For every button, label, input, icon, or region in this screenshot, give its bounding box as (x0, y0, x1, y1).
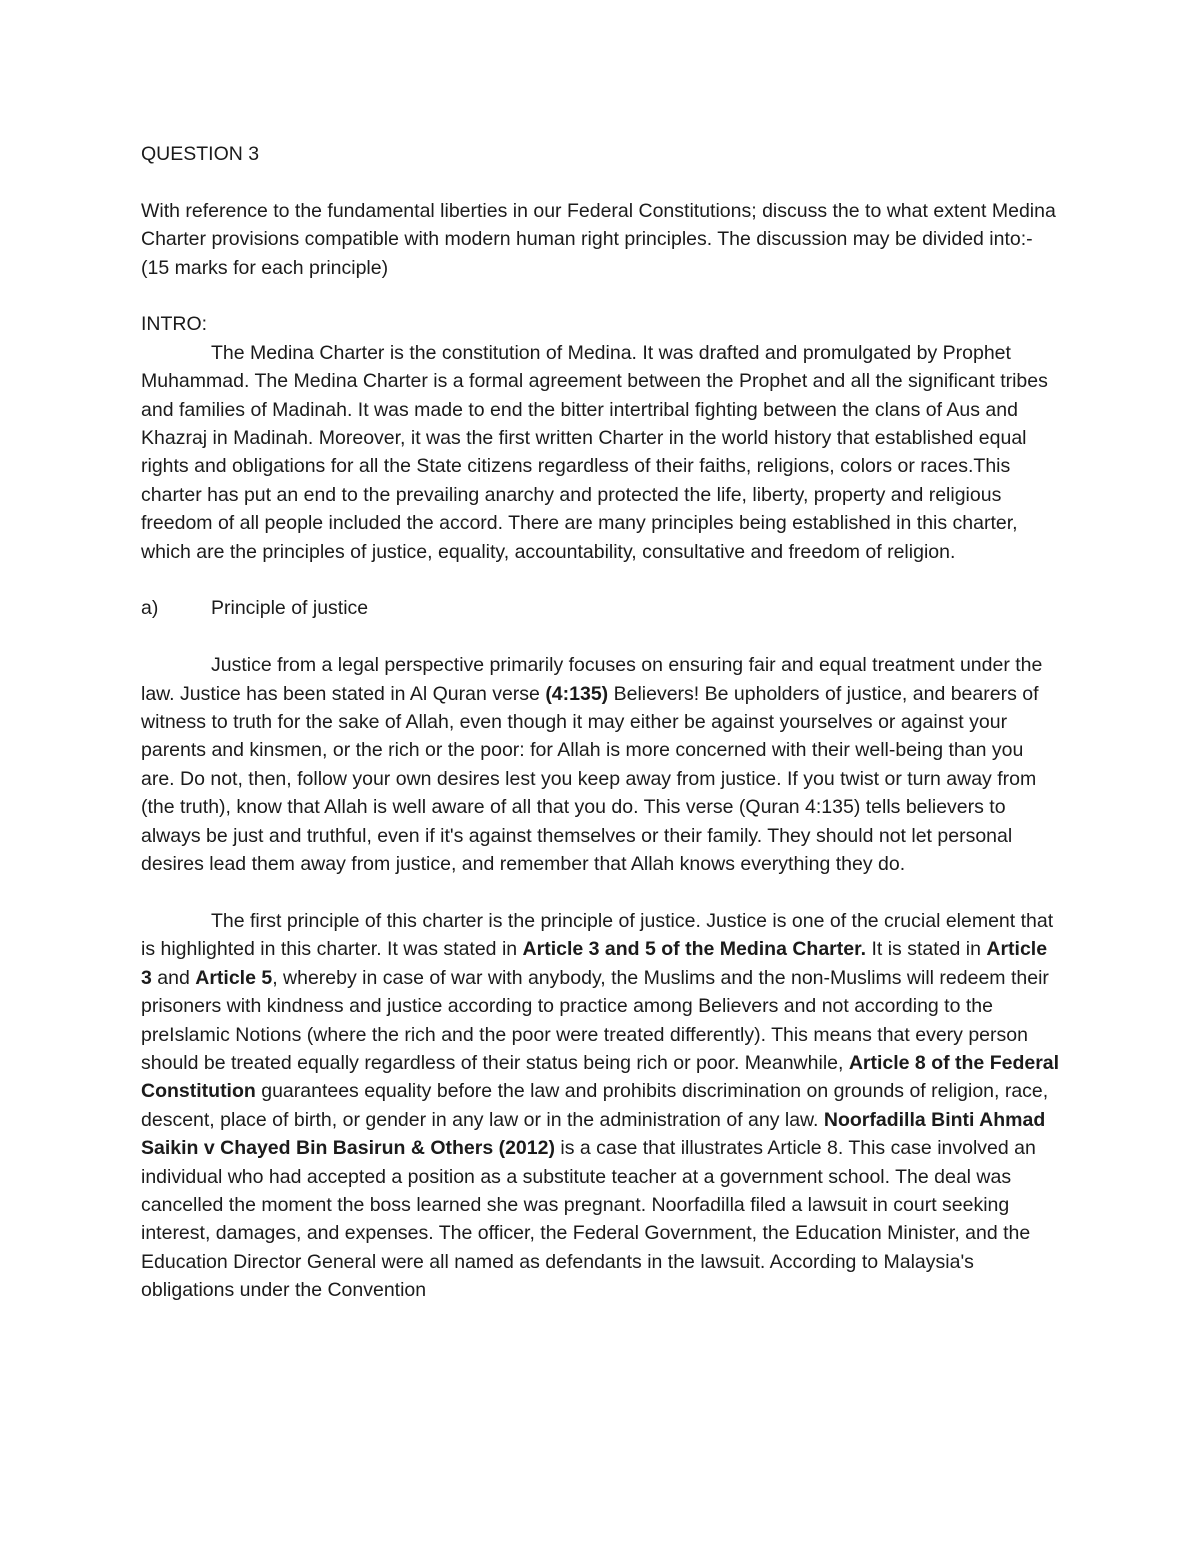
justice-paragraph-1 (141, 651, 1061, 878)
question-text: With reference to the fundamental liberties in our Federal Constitutions; discuss the to what extent Medina Charter provisions compatible with modern human right principles. The discussion may be divided into:- (15 marks for each principle) (141, 199, 1056, 279)
p2-text-a: The first principle of this charter is the principle of justice. Justice is one of the crucial element that is highlighted in this charter. It was stated in (141, 909, 1054, 961)
section-a-title: Principle of justice (211, 597, 369, 620)
question-heading: QUESTION 3 (141, 143, 260, 165)
p2-text-k: is a case that illustrates Article 8. This case involved an individual who had accepted a position as a substitute teacher at a government school. The deal was cancelled the moment the boss learned she was pregnant. Noorfadilla filed a lawsuit in court seeking interest, damages, and expenses. The officer, the Federal Government, the Education Minister, and the Education Director General were all named as defendants in the lawsuit. According to Malaysia's obligations under the Convention (141, 1137, 1036, 1302)
intro-label: INTRO: (141, 313, 208, 336)
p2-article-8: Article 8 of the Federal Constitution (141, 1051, 1060, 1103)
p2-article-ref: Article 3 and 5 of the Medina Charter. (522, 938, 867, 961)
p2-text-g: , whereby in case of war with anybody, the Muslims and the non-Muslims will redeem their prisoners with kindness and justice according to practice among Believers and not according to the preIslamic Notions (where the rich and the poor were treated differently). This means that every person should be treated equally regardless of their status being rich or poor. Meanwhile, (141, 966, 1049, 1074)
document-page (141, 140, 1061, 1333)
p2-text-c: It is stated in (866, 938, 987, 961)
intro-paragraph (141, 339, 1061, 566)
section-a-heading (141, 594, 1061, 622)
justice-paragraph-2 (141, 907, 1061, 1305)
p2-case-name: Noorfadilla Binti Ahmad Saikin v Chayed Bin Basirun & Others (2012) (141, 1108, 1046, 1160)
p1-text-c: Believers! Be upholders of justice, and bearers of witness to truth for the sake of Allah, even though it may either be against yourselves or against your parents and kinsmen, or the rich or the poor: for Allah is more concerned with their well-being than you are. Do not, then, follow your own desires lest you keep away from justice. If you twist or turn away from (the truth), know that Allah is well aware of all that you do. This verse (Quran 4:135) tells believers to always be just and truthful, even if it's against themselves or their family. They should not let personal desires lead them away from justice, and remember that Allah knows everything they do. (141, 682, 1039, 876)
p2-text-i: guarantees equality before the law and prohibits discrimination on grounds of religion, race, descent, place of birth, or gender in any law or in the administration of any law. (141, 1080, 1049, 1131)
p2-text-e: and (151, 966, 196, 989)
p1-verse-ref: (4:135) (545, 682, 609, 705)
intro-text: The Medina Charter is the constitution of Medina. It was drafted and promulgated by Prophet Muhammad. The Medina Charter is a formal agreement between the Prophet and all the significant tribes and families of Madinah. It was made to end the bitter intertribal fighting between the clans of Aus and Khazraj in Madinah. Moreover, it was the first written Charter in the world history that established equal rights and obligations for all the State citizens regardless of their faiths, religions, colors or races.This charter has put an end to the prevailing anarchy and protected the life, liberty, property and religious freedom of all people included the accord. There are many principles being established in this charter, which are the principles of justice, equality, accountability, consultative and freedom of religion. (141, 341, 1048, 563)
p2-article-3: Article 3 (141, 938, 1048, 989)
p2-article-5: Article 5 (195, 966, 273, 989)
section-a-marker: a) (141, 597, 159, 620)
p1-text-a: Justice from a legal perspective primarily focuses on ensuring fair and equal treatment under the law. Justice has been stated in Al Quran verse (141, 654, 1043, 705)
